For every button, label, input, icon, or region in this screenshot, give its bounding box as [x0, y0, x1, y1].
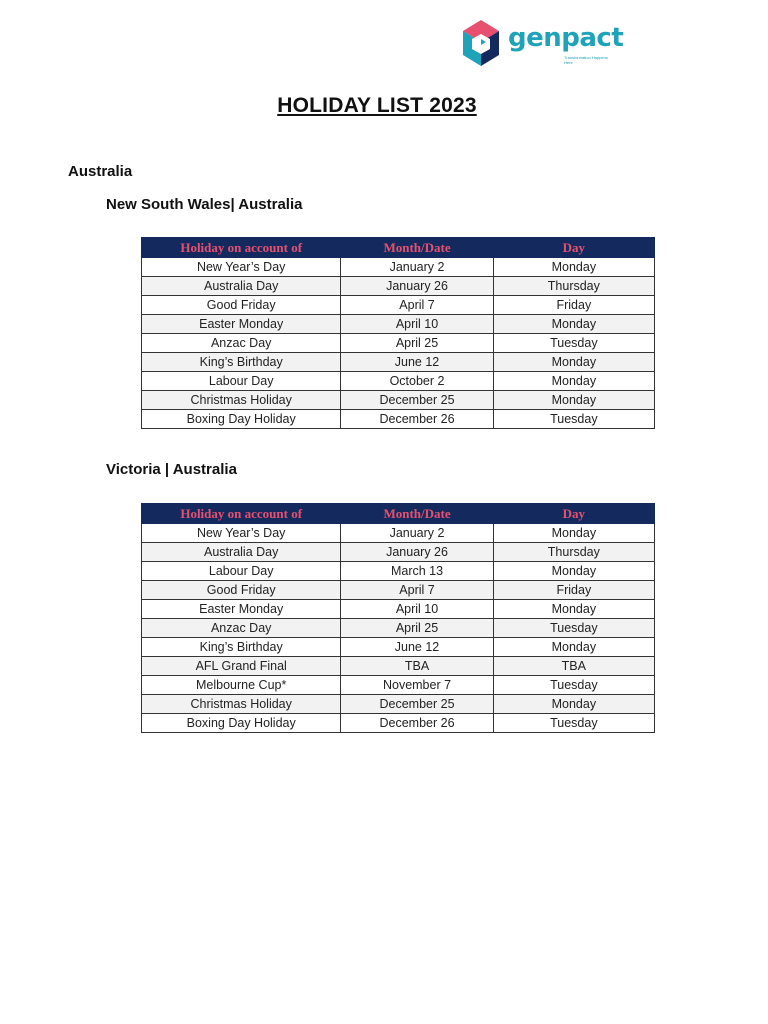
holiday-name-cell: New Year’s Day	[142, 258, 341, 277]
table-body	[142, 258, 655, 429]
holiday-day-cell: Tuesday	[493, 676, 654, 695]
table-row	[142, 277, 655, 296]
holiday-date-cell: April 7	[341, 581, 493, 600]
holiday-name-cell: Good Friday	[142, 296, 341, 315]
holiday-name-cell: Boxing Day Holiday	[142, 410, 341, 429]
holiday-date-cell: April 10	[341, 315, 493, 334]
table-row	[142, 391, 655, 410]
holiday-date-cell: December 26	[341, 714, 493, 733]
genpact-tagline: Transformation Happens Here	[564, 55, 608, 65]
region-heading-nsw: New South Wales| Australia	[106, 196, 303, 213]
holiday-table-victoria	[141, 503, 655, 733]
holiday-date-cell: October 2	[341, 372, 493, 391]
column-header-holiday: Holiday on account of	[142, 238, 341, 258]
holiday-name-cell: Australia Day	[142, 543, 341, 562]
holiday-date-cell: December 25	[341, 695, 493, 714]
holiday-day-cell: Tuesday	[493, 410, 654, 429]
column-header-day: Day	[493, 504, 654, 524]
genpact-wordmark: genpact	[508, 23, 624, 53]
table-header-row	[142, 238, 655, 258]
holiday-day-cell: Tuesday	[493, 334, 654, 353]
holiday-date-cell: December 26	[341, 410, 493, 429]
column-header-date: Month/Date	[341, 238, 493, 258]
holiday-name-cell: Labour Day	[142, 372, 341, 391]
column-header-date: Month/Date	[341, 504, 493, 524]
holiday-day-cell: Monday	[493, 695, 654, 714]
column-header-day: Day	[493, 238, 654, 258]
table-row	[142, 619, 655, 638]
page-title	[0, 94, 754, 118]
holiday-name-cell: Easter Monday	[142, 315, 341, 334]
page-title-text: HOLIDAY LIST 2023	[277, 94, 477, 117]
holiday-day-cell: Tuesday	[493, 714, 654, 733]
holiday-day-cell: Monday	[493, 353, 654, 372]
holiday-date-cell: January 2	[341, 524, 493, 543]
holiday-day-cell: TBA	[493, 657, 654, 676]
table-row	[142, 581, 655, 600]
holiday-name-cell: Christmas Holiday	[142, 391, 341, 410]
holiday-date-cell: April 25	[341, 334, 493, 353]
region-heading-victoria: Victoria | Australia	[106, 461, 237, 478]
table-body	[142, 524, 655, 733]
holiday-day-cell: Friday	[493, 581, 654, 600]
holiday-name-cell: Melbourne Cup*	[142, 676, 341, 695]
holiday-date-cell: April 10	[341, 600, 493, 619]
column-header-holiday: Holiday on account of	[142, 504, 341, 524]
table-row	[142, 296, 655, 315]
table-header-row	[142, 504, 655, 524]
holiday-day-cell: Monday	[493, 372, 654, 391]
holiday-name-cell: Anzac Day	[142, 334, 341, 353]
table-row	[142, 524, 655, 543]
holiday-day-cell: Tuesday	[493, 619, 654, 638]
holiday-day-cell: Monday	[493, 638, 654, 657]
table-row	[142, 676, 655, 695]
table-row	[142, 353, 655, 372]
holiday-date-cell: June 12	[341, 638, 493, 657]
holiday-name-cell: Good Friday	[142, 581, 341, 600]
table-row	[142, 258, 655, 277]
genpact-hexagon-icon	[460, 18, 502, 68]
holiday-date-cell: November 7	[341, 676, 493, 695]
table-row	[142, 334, 655, 353]
holiday-name-cell: Australia Day	[142, 277, 341, 296]
table-row	[142, 315, 655, 334]
holiday-date-cell: April 25	[341, 619, 493, 638]
holiday-date-cell: April 7	[341, 296, 493, 315]
holiday-name-cell: Labour Day	[142, 562, 341, 581]
table-row	[142, 714, 655, 733]
holiday-day-cell: Monday	[493, 391, 654, 410]
holiday-day-cell: Monday	[493, 315, 654, 334]
holiday-date-cell: March 13	[341, 562, 493, 581]
holiday-day-cell: Monday	[493, 600, 654, 619]
table-row	[142, 372, 655, 391]
table-row	[142, 543, 655, 562]
holiday-name-cell: King’s Birthday	[142, 353, 341, 372]
table-row	[142, 695, 655, 714]
genpact-logo	[460, 18, 624, 70]
holiday-day-cell: Thursday	[493, 543, 654, 562]
holiday-date-cell: January 2	[341, 258, 493, 277]
holiday-name-cell: Christmas Holiday	[142, 695, 341, 714]
holiday-date-cell: December 25	[341, 391, 493, 410]
holiday-table-nsw	[141, 237, 655, 429]
table-row	[142, 638, 655, 657]
holiday-name-cell: New Year’s Day	[142, 524, 341, 543]
holiday-name-cell: King’s Birthday	[142, 638, 341, 657]
holiday-day-cell: Monday	[493, 258, 654, 277]
holiday-name-cell: Boxing Day Holiday	[142, 714, 341, 733]
holiday-name-cell: AFL Grand Final	[142, 657, 341, 676]
holiday-day-cell: Thursday	[493, 277, 654, 296]
country-heading: Australia	[68, 163, 133, 180]
holiday-date-cell: January 26	[341, 277, 493, 296]
holiday-name-cell: Easter Monday	[142, 600, 341, 619]
holiday-date-cell: January 26	[341, 543, 493, 562]
holiday-date-cell: TBA	[341, 657, 493, 676]
table-row	[142, 657, 655, 676]
table-row	[142, 600, 655, 619]
table-row	[142, 562, 655, 581]
holiday-day-cell: Friday	[493, 296, 654, 315]
holiday-name-cell: Anzac Day	[142, 619, 341, 638]
table-row	[142, 410, 655, 429]
holiday-date-cell: June 12	[341, 353, 493, 372]
holiday-day-cell: Monday	[493, 524, 654, 543]
holiday-day-cell: Monday	[493, 562, 654, 581]
